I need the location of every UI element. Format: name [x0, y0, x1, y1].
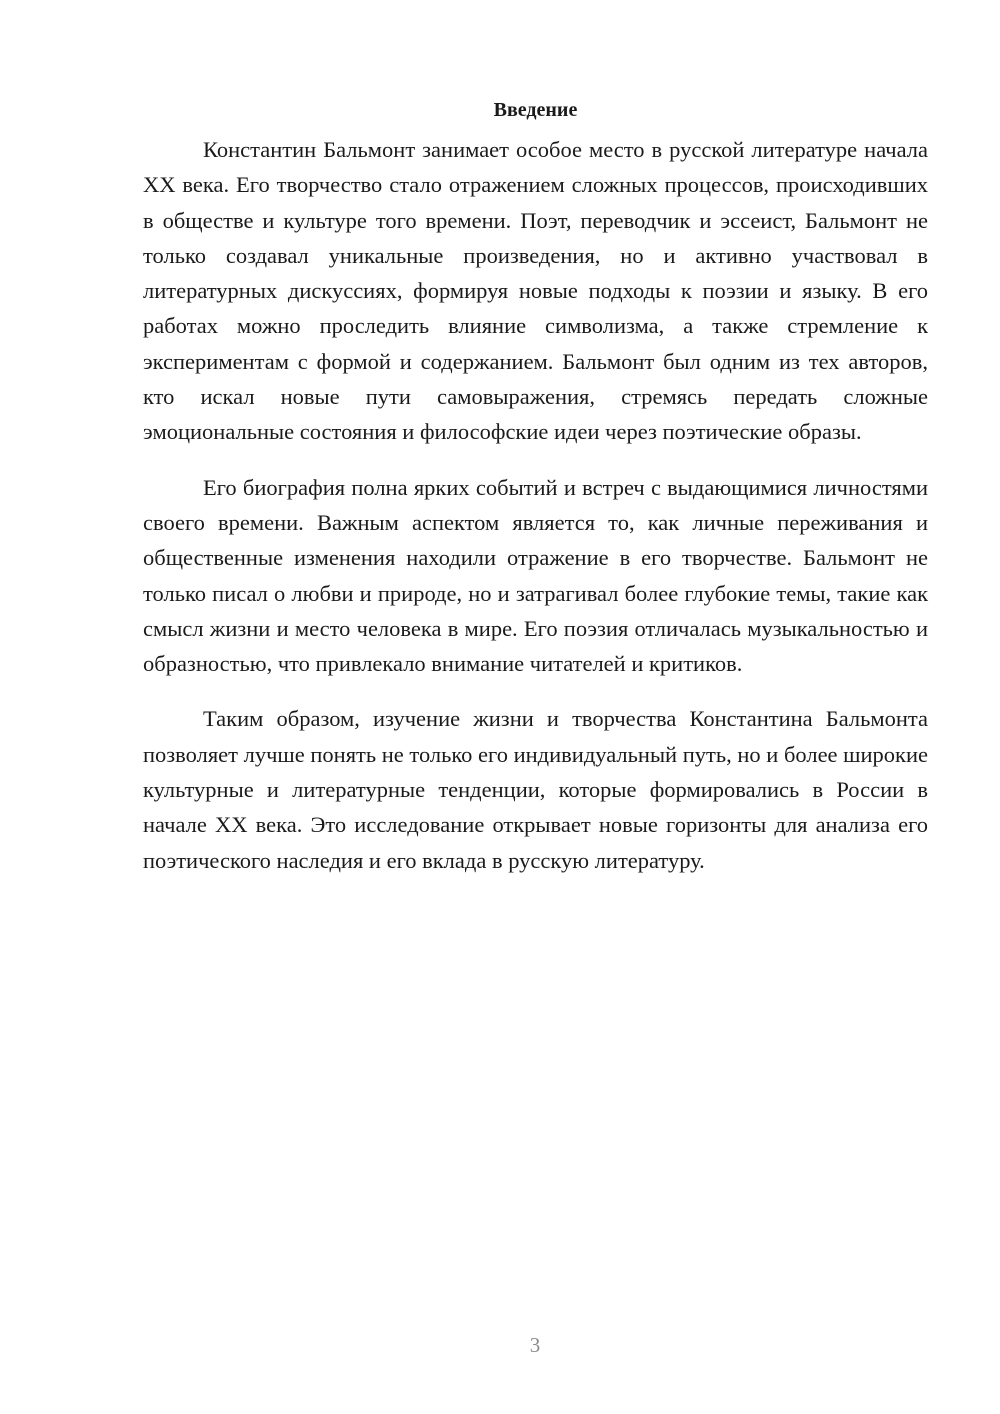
paragraph-1: Константин Бальмонт занимает особое место в русской литературе начала XX века. Его творчество стало отражением сложных процессов, происходивших в обществе и культуре того времени. Поэт, переводчик и эссеист, Бальмонт не только создавал уникальные произведения, но и активно участвовал в литературных дискуссиях, формируя новые подходы к поэзии и языку. В его работах можно проследить влияние символизма, а также стремление к экспериментам с формой и содержанием. Бальмонт был одним из тех авторов, кто искал новые пути самовыражения, стремясь передать сложные эмоциональные состояния и философские идеи через поэтические образы. — [143, 137, 928, 445]
section-title: Введение — [493, 99, 578, 121]
page-number: 3 — [529, 1333, 541, 1357]
paragraph-3: Таким образом, изучение жизни и творчества Константина Бальмонта позволяет лучше понять не только его индивидуальный путь, но и более широкие культурные и литературные тенденции, которые формировались в России в начале XX века. Это исследование открывает новые горизонты для анализа его поэтического наследия и его вклада в русскую литературу. — [143, 706, 928, 873]
paragraph-2: Его биография полна ярких событий и встреч с выдающимися личностями своего времени. Важным аспектом является то, как личные переживания и общественные изменения находили отражение в его творчестве. Бальмонт не только писал о любви и природе, но и затрагивал более глубокие темы, такие как смысл жизни и место человека в мире. Его поэзия отличалась музыкальностью и образностью, что привлекало внимание читателей и критиков. — [143, 474, 928, 677]
page-content — [143, 92, 928, 898]
